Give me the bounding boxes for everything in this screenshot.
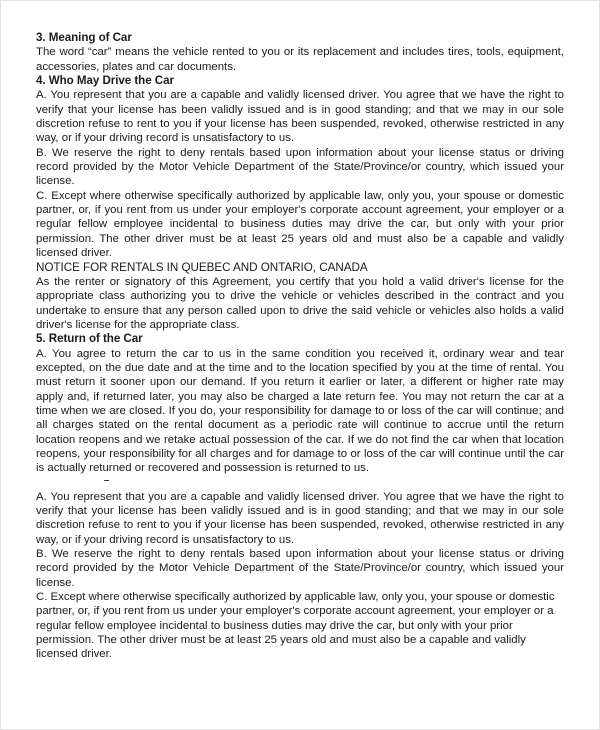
- section-3-body: The word “car” means the vehicle rented to you or its replacement and includes tires, tools, equipment, accessories, plates and car documents.: [36, 46, 564, 73]
- document-body: [36, 31, 564, 662]
- stray-dash-mark-icon: [104, 480, 109, 482]
- section-5-heading: 5. Return of the Car: [36, 332, 143, 346]
- section-4-clause-b: B. We reserve the right to deny rentals based upon information about your license status or driving record provided by the Motor Vehicle Department of the State/Province/or country, which issued your license.: [36, 146, 564, 188]
- quebec-ontario-notice-body: As the renter or signatory of this Agreement, you certify that you hold a valid driver's license for the appropriate class authorizing you to drive the vehicle or vehicles described in the contract and you undertake to ensure that any person called upon to drive the said vehicle or vehicles also holds a valid driver's license for the appropriate class.: [36, 275, 564, 331]
- section-4-clause-a: A. You represent that you are a capable and validly licensed driver. You agree that we have the right to verify that your license has been validly issued and is in good standing; and that we may in our sole discretion refuse to rent to you if your license has been suspended, revoked, otherwise restricted in any way, or if your driving record is unsatisfactory to us.: [36, 89, 564, 145]
- repeated-clause-c: C. Except where otherwise specifically authorized by applicable law, only you, your spouse or domestic partner, or, if you rent from us under your employer's corporate account agreement, your employer or a regular fellow employee incidental to business duties may drive the car, but only with your prior permission. The other driver must be at least 25 years old and must also be a capable and validly licensed driver.: [36, 591, 555, 661]
- section-4-heading: 4. Who May Drive the Car: [36, 74, 174, 88]
- repeated-clause-a: A. You represent that you are a capable and validly licensed driver. You agree that we have the right to verify that your license has been validly issued and is in good standing; and that we may in our sole discretion refuse to rent to you if your license has been suspended, revoked, otherwise restricted in any way, or if your driving record is unsatisfactory to us.: [36, 490, 564, 546]
- section-3-heading: 3. Meaning of Car: [36, 31, 132, 44]
- repeated-clause-b: B. We reserve the right to deny rentals based upon information about your license status or driving record provided by the Motor Vehicle Department of the State/Province/or country, which issued your license.: [36, 548, 564, 589]
- quebec-ontario-notice-heading: NOTICE FOR RENTALS IN QUEBEC AND ONTARIO, CANADA: [36, 260, 368, 274]
- section-4-clause-c: C. Except where otherwise specifically authorized by applicable law, only you, your spouse or domestic partner, or, if you rent from us under your employer's corporate account agreement, your employer or a regular fellow employee incidental to business duties may drive the car, but only with your prior permission. The other driver must be at least 25 years old and must also be a capable and validly licensed driver.: [36, 189, 564, 260]
- section-5-clause-a: A. You agree to return the car to us in the same condition you received it, ordinary wear and tear excepted, on the due date and at the time and to the location specified by you at the time of rental. You must return it sooner upon our demand. If you return it earlier or later, a different or higher rate may apply and, if returned later, you may also be charged a late return fee. You may not return the car at a time when we are closed. If you do, your responsibility for damage to or loss of the car will continue; and all charges stated on the rental document as a periodic rate will continue to accrue until the return location reopens and we retake actual possession of the car. If we do not find the car when that location reopens, your responsibility for all charges and for damage to or loss of the car will continue until the car is actually returned or recovered and possession is returned to us.: [36, 347, 564, 475]
- paragraph-separator-mark: [36, 476, 564, 490]
